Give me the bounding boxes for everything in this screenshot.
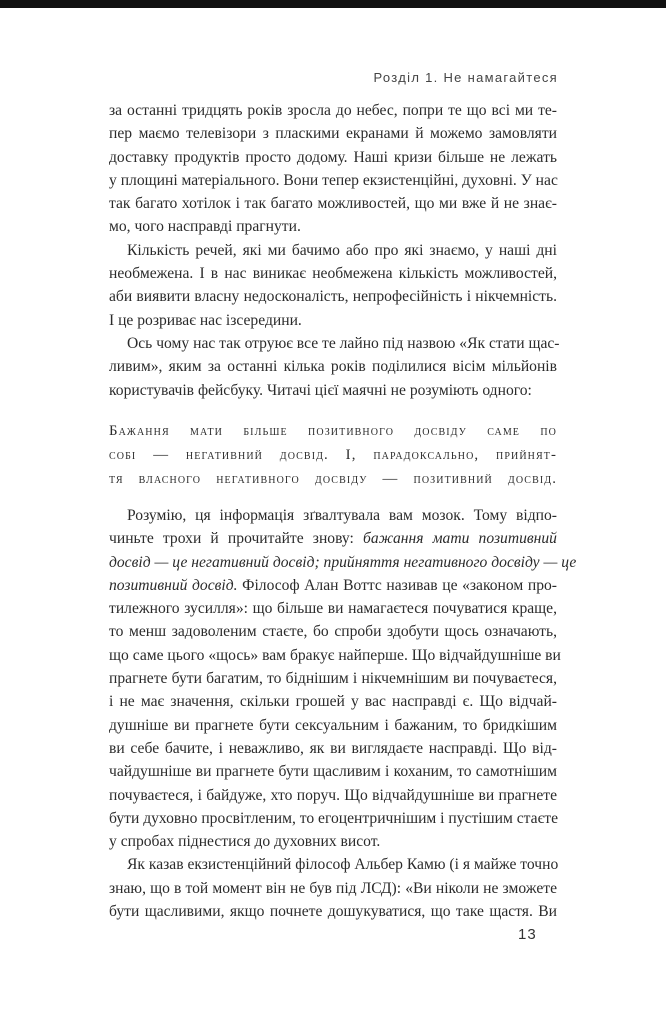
- quote-line: тя власного негативного досвіду — позитивний досвід.: [109, 470, 557, 487]
- paragraph: [109, 332, 560, 402]
- text-run: ви себе бачите, і неважливо, як ви виглядаєте насправді. Що від-: [109, 739, 557, 757]
- text-line: [109, 830, 557, 853]
- text-line: у площині матеріального. Вони тепер екзистенційні, духовні. У нас: [109, 171, 558, 189]
- text-line: [109, 877, 557, 900]
- text-line: [109, 504, 557, 527]
- paragraph: [109, 239, 557, 332]
- text-line: [109, 620, 557, 643]
- text-run: тилежного зусилля»: що більше ви намагаєтеся почуватися краще,: [109, 600, 557, 618]
- text-line: [109, 690, 557, 713]
- italic-run: бажання мати позитивний: [363, 530, 557, 548]
- text-line: [109, 784, 557, 807]
- text-line: [109, 737, 557, 760]
- text-run: Розумію, ця інформація зґвалтувала вам мозок. Тому відпо-: [127, 507, 557, 524]
- paragraph: [109, 99, 557, 239]
- text-line: мо, чого насправді прагнути.: [109, 218, 301, 236]
- text-line: ливим», яким за останні кілька років поділилися вісім мільйонів: [109, 358, 557, 376]
- text-run: почуваєтеся, і байдуже, хто поруч. Що відчайдушніше ви прагнете: [109, 786, 557, 804]
- text-run: Філософ Алан Воттс називав це «законом про-: [237, 576, 557, 594]
- text-line: І це розриває нас ізсередини.: [109, 311, 302, 329]
- text-line: так багато хотілок і так багато можливостей, що ми вже й не знає-: [109, 195, 557, 213]
- text-run: бути щасливими, якщо почнете дошукуватися, що таке щастя. Ви: [109, 903, 557, 921]
- text-run: Як казав екзистенційний філософ Альбер Камю (і я майже точно: [127, 856, 559, 874]
- text-run: то менш задоволеним стаєте, бо спроби здобути щось означають,: [109, 623, 557, 641]
- running-head: Розділ 1. Не намагайтеся: [373, 70, 558, 85]
- text-run: і не має значення, скільки грошей у вас насправді є. Що відчай-: [109, 693, 557, 711]
- text-line: [109, 714, 557, 737]
- paragraph: [109, 853, 557, 923]
- paragraph: [109, 504, 577, 853]
- text-line: доставку продуктів просто додому. Наші кризи більше не лежать: [109, 148, 557, 166]
- text-line: [109, 527, 557, 550]
- text-line: [109, 853, 557, 876]
- body-text-top: [109, 99, 560, 402]
- text-run: чайдушніше ви прагнете бути щасливим і коханим, то самотнішим: [109, 763, 557, 781]
- text-line: за останні тридцять років зросла до небес, попри те що всі ми те-: [109, 102, 557, 119]
- quote-line: Бажання мати більше позитивного досвіду саме по: [109, 423, 557, 439]
- quote-line: собі — негативний досвід. І, парадоксально, прийнят-: [109, 446, 557, 463]
- text-line: [109, 900, 557, 923]
- text-line: [109, 574, 557, 597]
- text-line: Кількість речей, які ми бачимо або про які знаємо, у наші дні: [127, 241, 557, 259]
- text-run: у спробах піднестися до духовних висот.: [109, 833, 381, 851]
- page-number: 13: [518, 926, 537, 943]
- italic-run: позитивний досвід.: [109, 576, 238, 594]
- text-line: пер маємо телевізори з пласкими екранами й можемо замовляти: [109, 125, 557, 143]
- text-line: [109, 667, 557, 690]
- text-run: бути духовно просвітленим, то егоцентричнішим і пустішим стаєте: [109, 809, 559, 827]
- text-run: прагнете бути багатим, то біднішим і нікчемнішим ви почуваєтеся,: [109, 670, 557, 688]
- text-run: чиньте трохи й прочитайте знову:: [109, 530, 363, 548]
- text-line: [109, 760, 557, 783]
- text-line: Ось чому нас так отруює все те лайно під назвою «Як стати щас-: [127, 334, 560, 352]
- body-text-bottom: [109, 504, 577, 923]
- text-run: знаю, що в той момент він не був під ЛСД): «Ви ніколи не зможете: [109, 879, 557, 897]
- text-line: аби виявити власну недосконалість, непрофесійність і нікчемність.: [109, 288, 557, 306]
- text-line: [109, 551, 577, 574]
- text-run: що саме цього «щось» вам бракує найперше. Що відчайдушніше ви: [109, 646, 561, 664]
- text-line: необмежена. І в нас виникає необмежена кількість можливостей,: [109, 265, 557, 283]
- italic-run: досвід — це негативний досвід; прийняття негативного досвіду — це: [109, 553, 577, 571]
- text-run: душніше ви прагнете бути сексуальним і бажаним, то бридкішим: [109, 716, 557, 734]
- highlighted-quote: [109, 420, 557, 491]
- text-line: [109, 644, 561, 667]
- text-line: користувачів фейсбуку. Читачі цієї маячні не розуміють одного:: [109, 381, 532, 399]
- top-frame-border: [0, 0, 666, 8]
- text-line: [109, 597, 557, 620]
- text-line: [109, 807, 557, 830]
